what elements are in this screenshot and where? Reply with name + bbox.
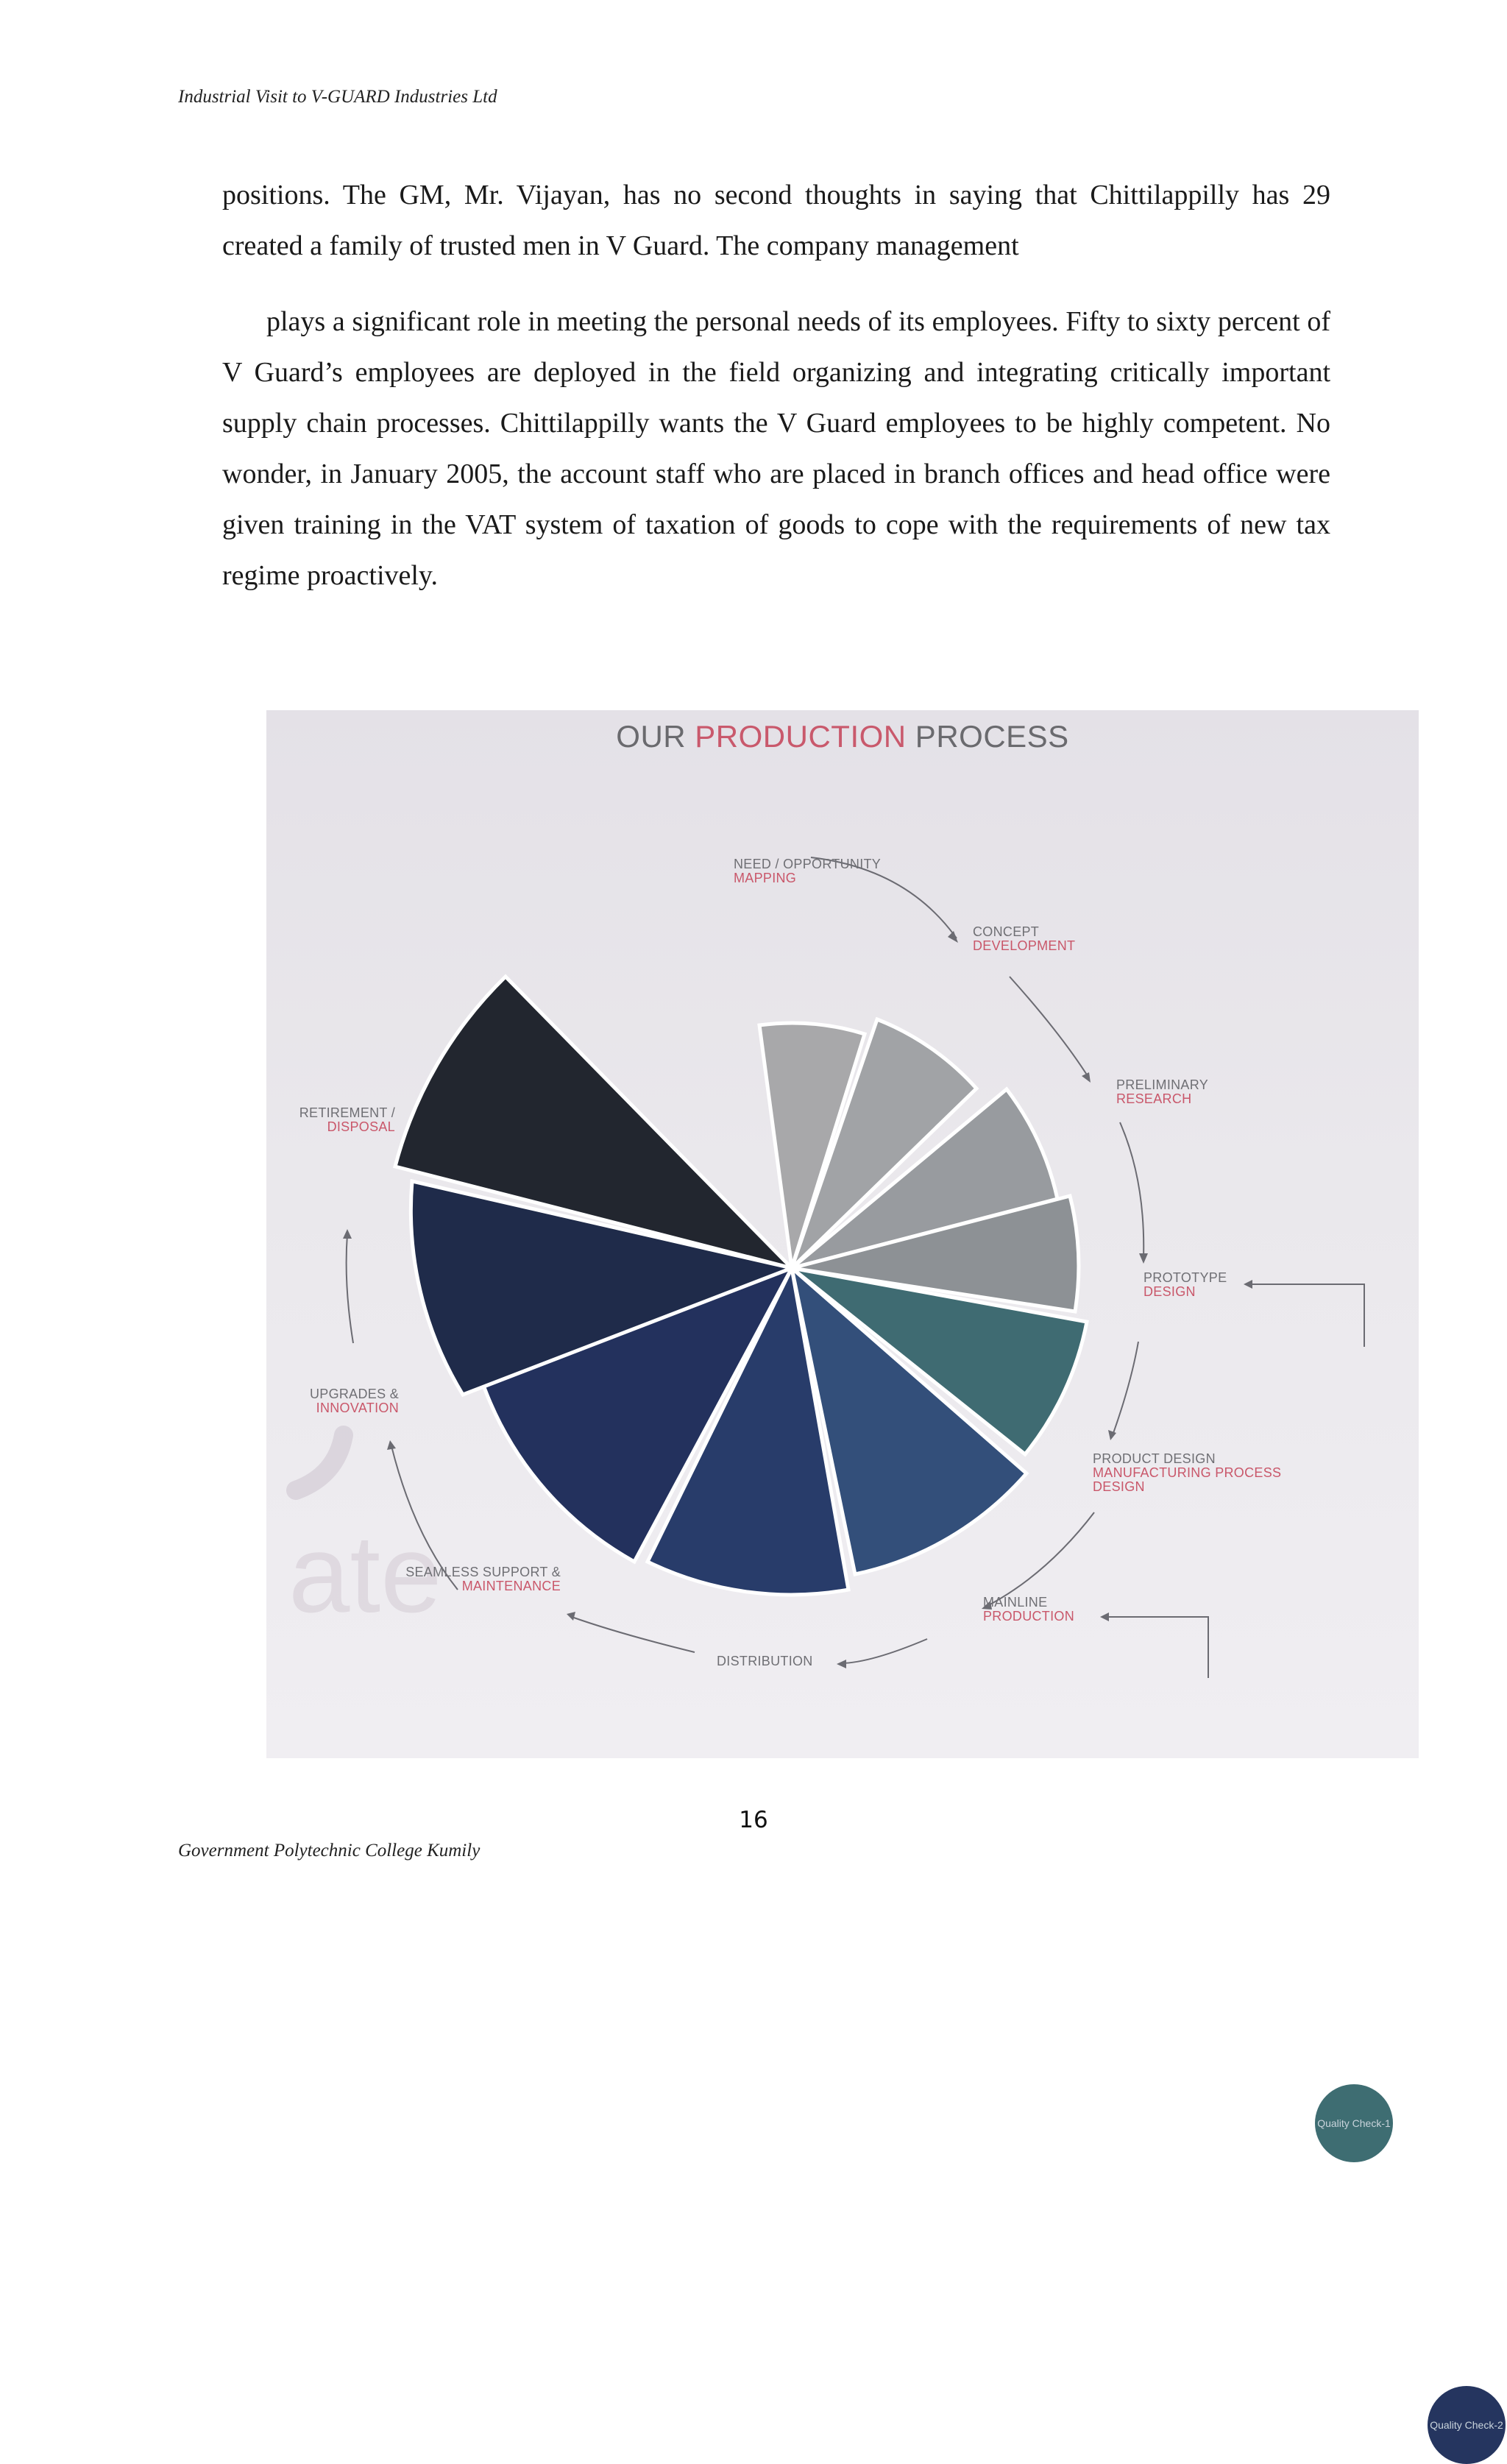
stage-label: CONCEPT (973, 924, 1040, 939)
stage-label-product-design (1093, 1452, 1336, 1494)
stage-sublabel: RESEARCH (1116, 1091, 1192, 1106)
paragraph: plays a significant role in meeting the personal needs of its employees. Fifty to sixty percent of V Guard’s employees are deployed in the field organizing and integrating critically important supply chain processes. Chittilappilly wants the V Guard employees to be highly competent. No wonder, in January 2005, the account staff who are placed in branch offices and head office were given training in the VAT system of taxation of goods to cope with the requirements of new tax regime proactively. (222, 306, 1330, 591)
stage-label: SEAMLESS SUPPORT & (405, 1565, 561, 1579)
stage-label: PROTOTYPE (1143, 1270, 1227, 1285)
running-header: Industrial Visit to V-GUARD Industries Ltd (178, 87, 497, 107)
figure-title-part: PROCESS (906, 719, 1069, 754)
stage-sublabel: MAINTENANCE (461, 1579, 561, 1593)
stage-label-preliminary-research (1116, 1078, 1208, 1106)
stage-label-need-mapping (734, 857, 881, 885)
stage-label-seamless-support (373, 1565, 561, 1593)
stage-label: RETIREMENT / (299, 1105, 395, 1120)
stage-sublabel: MAPPING (734, 871, 797, 885)
quality-check-2-badge: Quality Check-2 (1428, 2386, 1506, 2464)
paragraph: positions. The GM, Mr. Vijayan, has no second thoughts in saying that Chittilappilly has 29 created a family of trusted men in V Guard. The company management (222, 180, 1330, 261)
stage-label-upgrades-innovation (281, 1387, 399, 1415)
stage-sublabel: MANUFACTURING PROCESS DESIGN (1093, 1465, 1282, 1494)
stage-sublabel: PRODUCTION (983, 1609, 1074, 1624)
stage-label: UPGRADES & (309, 1387, 399, 1401)
stage-label: MAINLINE (983, 1595, 1048, 1610)
stage-label: NEED / OPPORTUNITY (734, 857, 882, 871)
figure-title-part: OUR (616, 719, 695, 754)
quality-check-1-badge: Quality Check-1 (1315, 2084, 1393, 2162)
stage-label-distribution (717, 1654, 813, 1668)
pie-segments (395, 977, 1087, 1595)
stage-label-mainline-production (983, 1596, 1074, 1624)
stage-label: PRELIMINARY (1116, 1077, 1209, 1092)
stage-sublabel: INNOVATION (316, 1401, 399, 1415)
stage-sublabel: DISPOSAL (327, 1119, 395, 1134)
background-watermark: ate (288, 1512, 442, 1635)
background-swoosh (296, 1435, 344, 1490)
stage-label-prototype-design (1143, 1271, 1227, 1299)
figure-title (266, 719, 1419, 754)
figure-title-accent: PRODUCTION (695, 719, 907, 754)
stage-label: DISTRIBUTION (717, 1654, 813, 1668)
page-number: 16 (739, 1807, 768, 1833)
stage-label: PRODUCT DESIGN (1093, 1451, 1216, 1466)
running-footer: Government Polytechnic College Kumily (178, 1841, 481, 1861)
stage-label-retirement-disposal (274, 1106, 395, 1134)
stage-sublabel: DEVELOPMENT (973, 938, 1076, 953)
stage-label-concept-development (973, 925, 1075, 953)
stage-sublabel: DESIGN (1143, 1284, 1196, 1299)
